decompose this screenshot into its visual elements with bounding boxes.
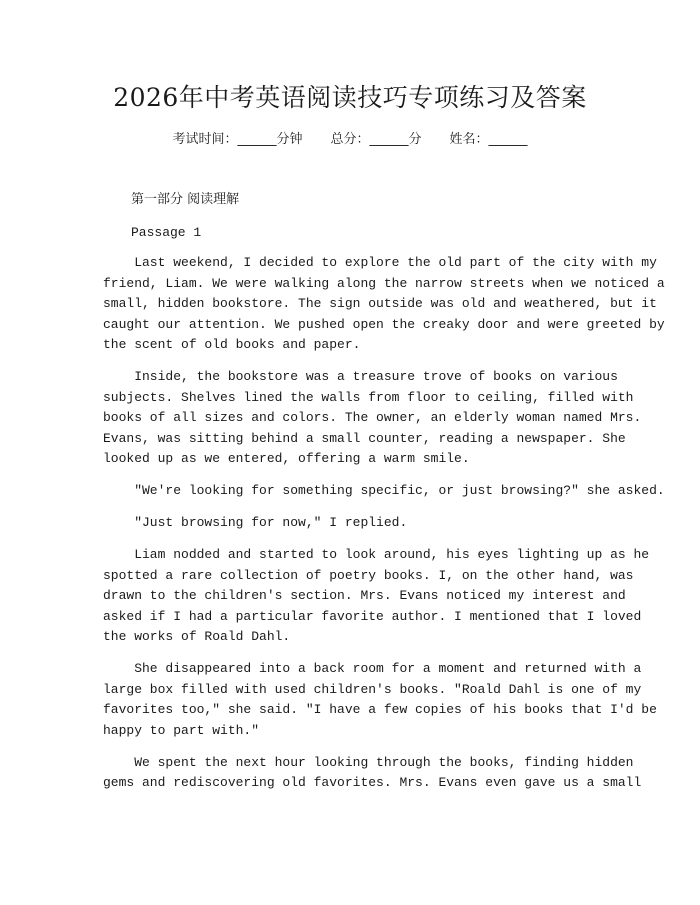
passage-paragraph (103, 659, 657, 741)
paragraph-line: gems and rediscovering old favorites. Mrs. Evans even gave us a small (103, 775, 642, 790)
student-name-field: 姓名：______ (449, 132, 528, 147)
paragraph-line: books of all sizes and colors. The owner, an elderly woman named Mrs. (103, 410, 642, 425)
exam-time-field: 考试时间：______分钟 (172, 132, 303, 147)
passage-label: Passage 1 (131, 225, 202, 240)
section-heading: 第一部分 阅读理解 (131, 192, 240, 207)
paragraph-line: asked if I had a particular favorite author. I mentioned that I loved (103, 608, 642, 624)
paragraph-line: subjects. Shelves lined the walls from floor to ceiling, filled with (103, 389, 634, 405)
paragraph-line: favorites too," she said. "I have a few copies of his books that I'd be (103, 702, 657, 717)
passage-paragraph (103, 253, 665, 356)
paragraph-line: She disappeared into a back room for a moment and returned with a (103, 661, 642, 676)
paragraph-line: caught our attention. We pushed open the creaky door and were greeted by (103, 316, 665, 332)
paragraph-line: happy to part with." (103, 722, 260, 738)
paragraph-line: Evans, was sitting behind a small counter, reading a newspaper. She (103, 430, 626, 446)
paragraph-line: spotted a rare collection of poetry books. I, on the other hand, was (103, 567, 634, 583)
paragraph-line: small, hidden bookstore. The sign outside was old and weathered, but it (103, 296, 657, 311)
paragraph-line: Liam nodded and started to look around, his eyes lighting up as he (103, 547, 650, 562)
passage-paragraph (103, 753, 642, 794)
paragraph-line: drawn to the children's section. Mrs. Evans noticed my interest and (103, 588, 626, 603)
passage-paragraph (103, 513, 603, 534)
paragraph-line: "Just browsing for now," I replied. (103, 515, 408, 530)
paragraph-line: "We're looking for something specific, or just browsing?" she asked. (103, 483, 665, 498)
paragraph-line: Inside, the bookstore was a treasure trove of books on various (103, 369, 618, 384)
exam-info-line (0, 130, 700, 150)
paragraph-line: friend, Liam. We were walking along the narrow streets when we noticed a (103, 275, 665, 291)
paragraph-line: large box filled with used children's books. "Roald Dahl is one of my (103, 681, 642, 697)
total-score-field: 总分：______分 (330, 132, 422, 147)
passage-paragraph (103, 481, 665, 502)
paragraph-line: looked up as we entered, offering a warm smile. (103, 451, 470, 466)
paragraph-line: the scent of old books and paper. (103, 337, 361, 352)
passage-paragraph (103, 367, 642, 470)
paragraph-line: Last weekend, I decided to explore the old part of the city with my (103, 255, 657, 270)
paragraph-line: the works of Roald Dahl. (103, 629, 291, 644)
paragraph-line: We spent the next hour looking through the books, finding hidden (103, 754, 634, 770)
document-title: 2026年中考英语阅读技巧专项练习及答案 (113, 83, 587, 112)
passage-paragraph (103, 545, 650, 648)
passage-body (103, 253, 665, 805)
